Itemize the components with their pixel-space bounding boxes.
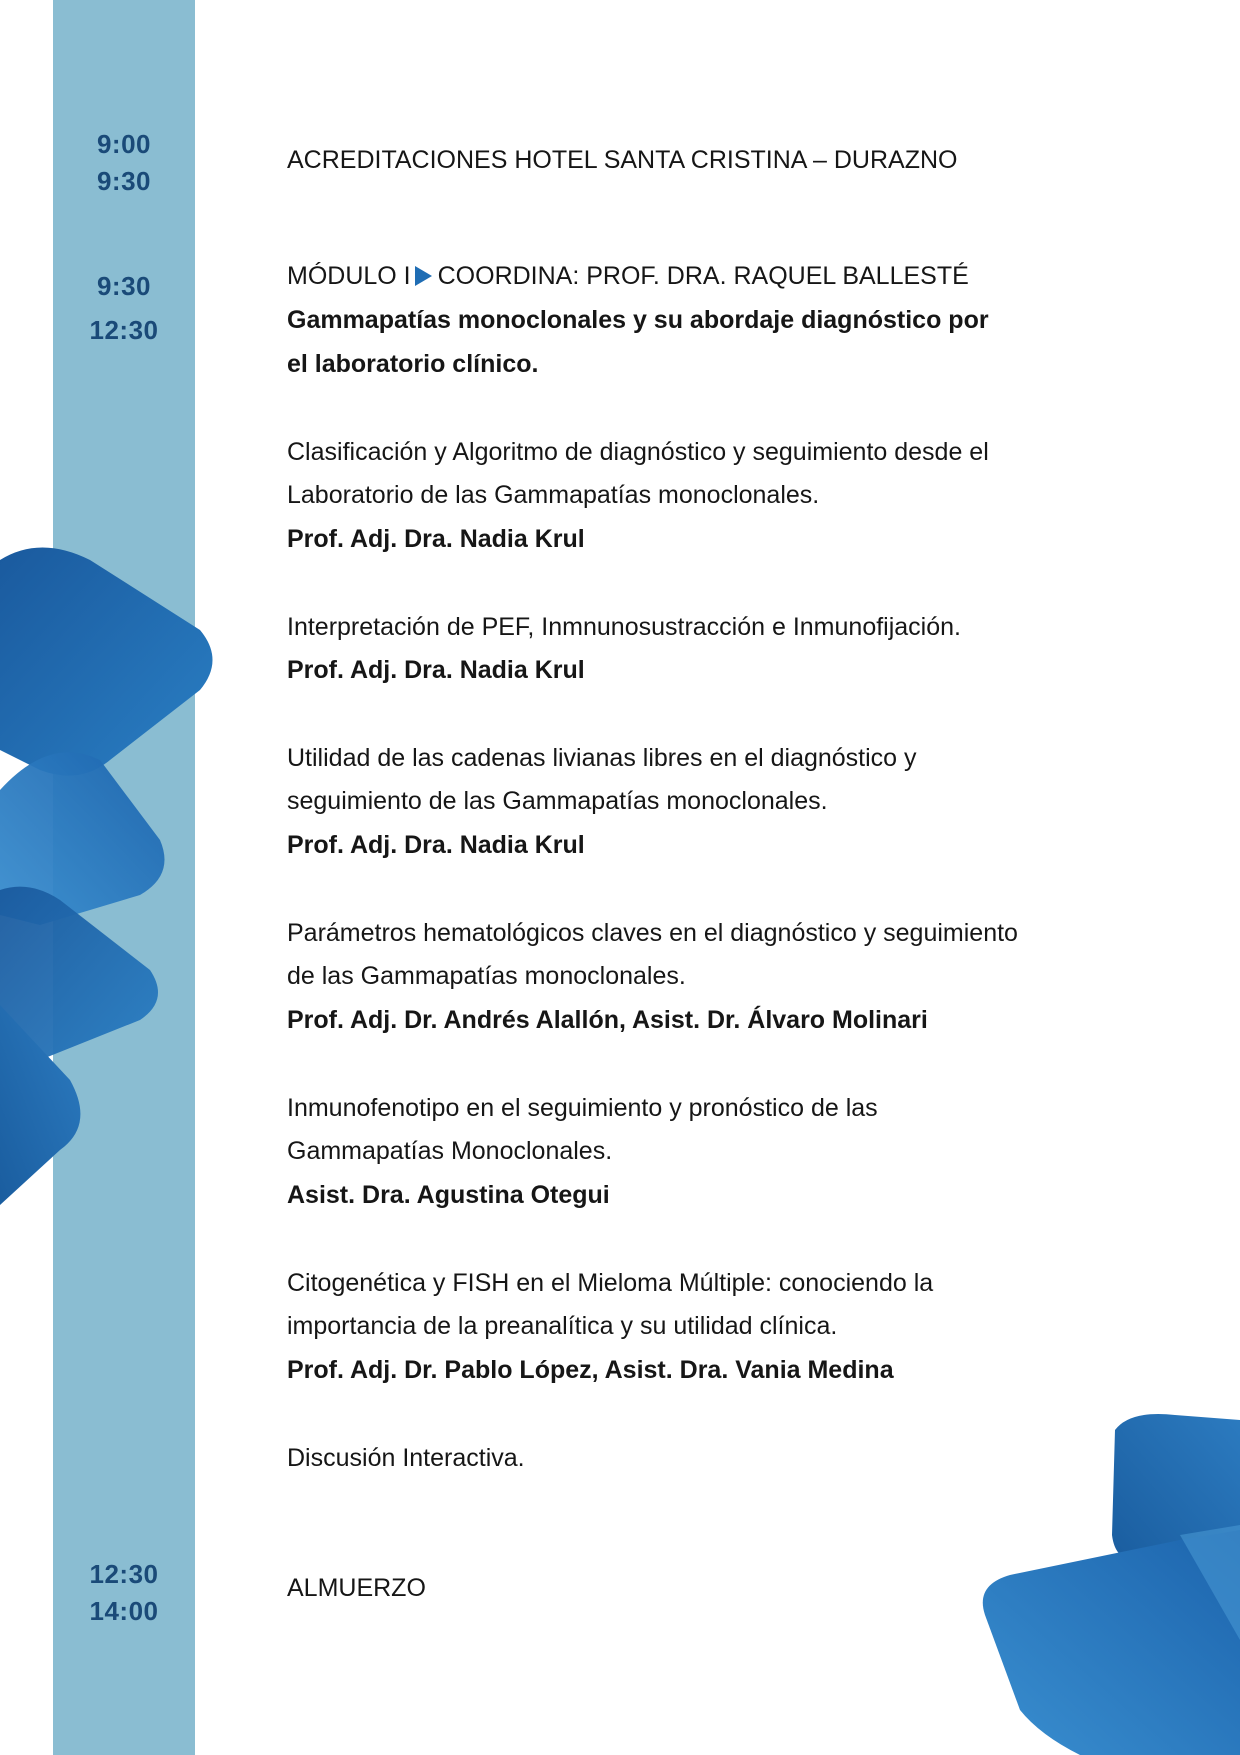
talk-6-title-line1: Citogenética y FISH en el Mieloma Múltiple: conociendo la bbox=[287, 1269, 934, 1297]
talk-1-title-line2: Laboratorio de las Gammapatías monoclonales. bbox=[287, 481, 820, 509]
talk-3-title-line1: Utilidad de las cadenas livianas libres en el diagnóstico y bbox=[287, 744, 917, 772]
time-start: 9:00 bbox=[96, 129, 152, 159]
right-shape-cluster bbox=[983, 1414, 1240, 1755]
talk-4-title-line2: de las Gammapatías monoclonales. bbox=[287, 962, 686, 990]
lunch-title: ALMUERZO bbox=[287, 1574, 426, 1602]
talk-5-speaker: Asist. Dra. Agustina Otegui bbox=[287, 1181, 610, 1209]
module-header bbox=[287, 260, 969, 292]
time-end: 12:30 bbox=[89, 315, 159, 345]
module-title-line1: Gammapatías monoclonales y su abordaje diagnóstico por bbox=[287, 306, 989, 334]
talk-1-speaker: Prof. Adj. Dra. Nadia Krul bbox=[287, 525, 585, 553]
module-label: MÓDULO I bbox=[287, 262, 411, 290]
time-end: 9:30 bbox=[96, 166, 152, 196]
module-title-line2: el laboratorio clínico. bbox=[287, 350, 539, 378]
talk-6-title-line2: importancia de la preanalítica y su utilidad clínica. bbox=[287, 1312, 838, 1340]
discussion: Discusión Interactiva. bbox=[287, 1444, 525, 1472]
talk-2-speaker: Prof. Adj. Dra. Nadia Krul bbox=[287, 656, 585, 684]
talk-5-title-line1: Inmunofenotipo en el seguimiento y pronóstico de las bbox=[287, 1094, 878, 1122]
talk-6-speaker: Prof. Adj. Dr. Pablo López, Asist. Dra. Vania Medina bbox=[287, 1356, 894, 1384]
accreditation-title: ACREDITACIONES HOTEL SANTA CRISTINA – DURAZNO bbox=[287, 146, 958, 174]
talk-2-title-line1: Interpretación de PEF, Inmnunosustracción e Inmunofijación. bbox=[287, 613, 961, 641]
talk-3-speaker: Prof. Adj. Dra. Nadia Krul bbox=[287, 831, 585, 859]
time-start: 9:30 bbox=[96, 271, 152, 301]
talk-5-title-line2: Gammapatías Monoclonales. bbox=[287, 1137, 613, 1165]
module-coordinator: COORDINA: PROF. DRA. RAQUEL BALLESTÉ bbox=[437, 262, 969, 290]
talk-1-title-line1: Clasificación y Algoritmo de diagnóstico y seguimiento desde el bbox=[287, 438, 989, 466]
left-shape-cluster bbox=[0, 548, 213, 1206]
time-accreditation bbox=[53, 126, 195, 200]
time-start: 12:30 bbox=[89, 1559, 159, 1589]
time-lunch bbox=[53, 1556, 195, 1630]
talk-4-speaker: Prof. Adj. Dr. Andrés Alallón, Asist. Dr. Álvaro Molinari bbox=[287, 1006, 928, 1034]
chevron-right-icon bbox=[415, 266, 432, 286]
time-module1 bbox=[53, 264, 195, 352]
time-end: 14:00 bbox=[89, 1596, 159, 1626]
talk-4-title-line1: Parámetros hematológicos claves en el diagnóstico y seguimiento bbox=[287, 919, 1018, 947]
talk-3-title-line2: seguimiento de las Gammapatías monoclonales. bbox=[287, 787, 828, 815]
